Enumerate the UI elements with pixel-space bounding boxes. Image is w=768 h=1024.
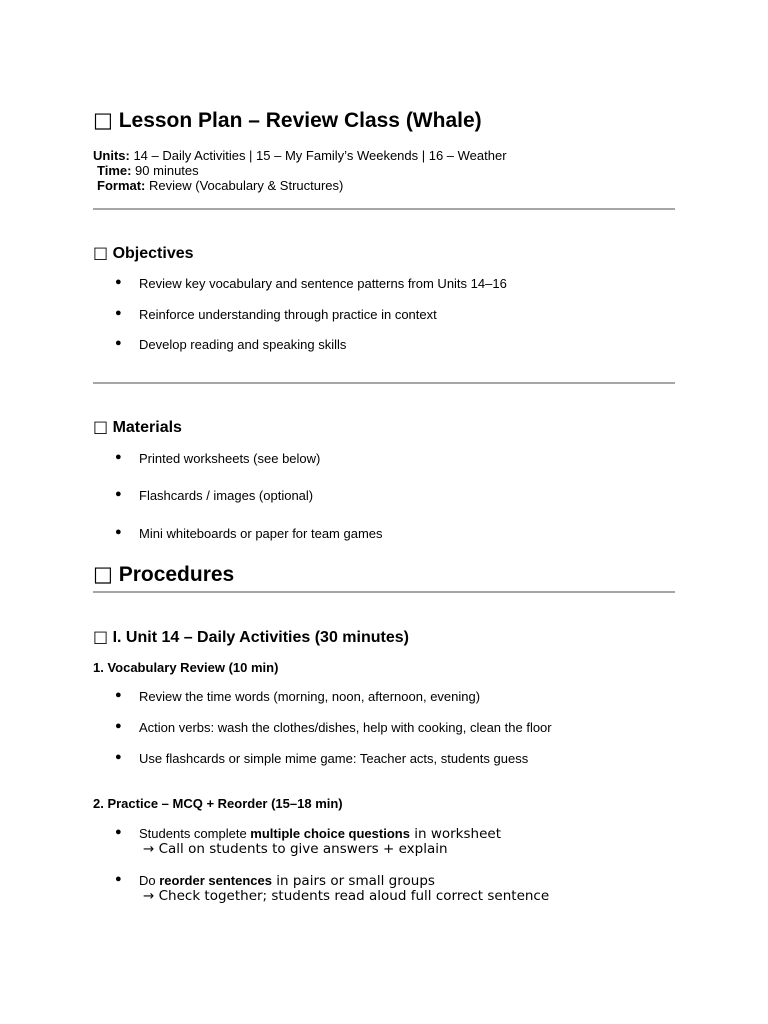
bullet-icon: ● — [115, 451, 122, 463]
format-value: Review (Vocabulary & Structures) — [145, 178, 344, 193]
bullet-icon: ● — [115, 873, 122, 885]
materials-heading: □ Materials — [93, 417, 182, 436]
objectives-heading: □ Objectives — [93, 243, 194, 262]
vocabulary-review-heading: 1. Vocabulary Review (10 min) — [93, 660, 279, 675]
checkbox-icon: □ — [93, 562, 113, 586]
page-title-text: Lesson Plan – Review Class (Whale) — [118, 109, 482, 132]
follow-up-line: → Call on students to give answers + explain — [143, 841, 448, 857]
bullet-icon: ● — [115, 826, 122, 838]
units-value: 14 – Daily Activities | 15 – My Family’s Weekends | 16 – Weather — [129, 148, 507, 163]
bullet-icon: ● — [115, 751, 122, 763]
divider — [93, 208, 675, 210]
format-label: Format: — [97, 178, 146, 193]
divider — [93, 382, 675, 384]
units-label: Units: — [93, 148, 130, 163]
checkbox-icon: □ — [93, 108, 113, 132]
bullet-icon: ● — [115, 276, 122, 288]
follow-up-line: → Check together; students read aloud full correct sentence — [143, 888, 550, 904]
checkbox-icon: □ — [93, 243, 109, 262]
bullet-icon: ● — [115, 526, 122, 538]
bullet-icon: ● — [115, 488, 122, 500]
divider — [93, 591, 675, 593]
bullet-icon: ● — [115, 307, 122, 319]
procedures-heading: □ Procedures — [93, 562, 235, 586]
time-line — [97, 163, 199, 179]
practice-heading: 2. Practice – MCQ + Reorder (15–18 min) — [93, 796, 343, 811]
checkbox-icon: □ — [93, 627, 109, 646]
unit14-heading: □ I. Unit 14 – Daily Activities (30 minutes) — [93, 627, 409, 646]
checkbox-icon: □ — [93, 417, 109, 436]
bullet-icon: ● — [115, 337, 122, 349]
units-line — [93, 148, 507, 164]
time-label: Time: — [97, 163, 132, 178]
time-value: 90 minutes — [131, 163, 199, 178]
format-line — [97, 178, 343, 194]
page-title — [93, 108, 482, 133]
bullet-icon: ● — [115, 689, 122, 701]
bullet-icon: ● — [115, 720, 122, 732]
